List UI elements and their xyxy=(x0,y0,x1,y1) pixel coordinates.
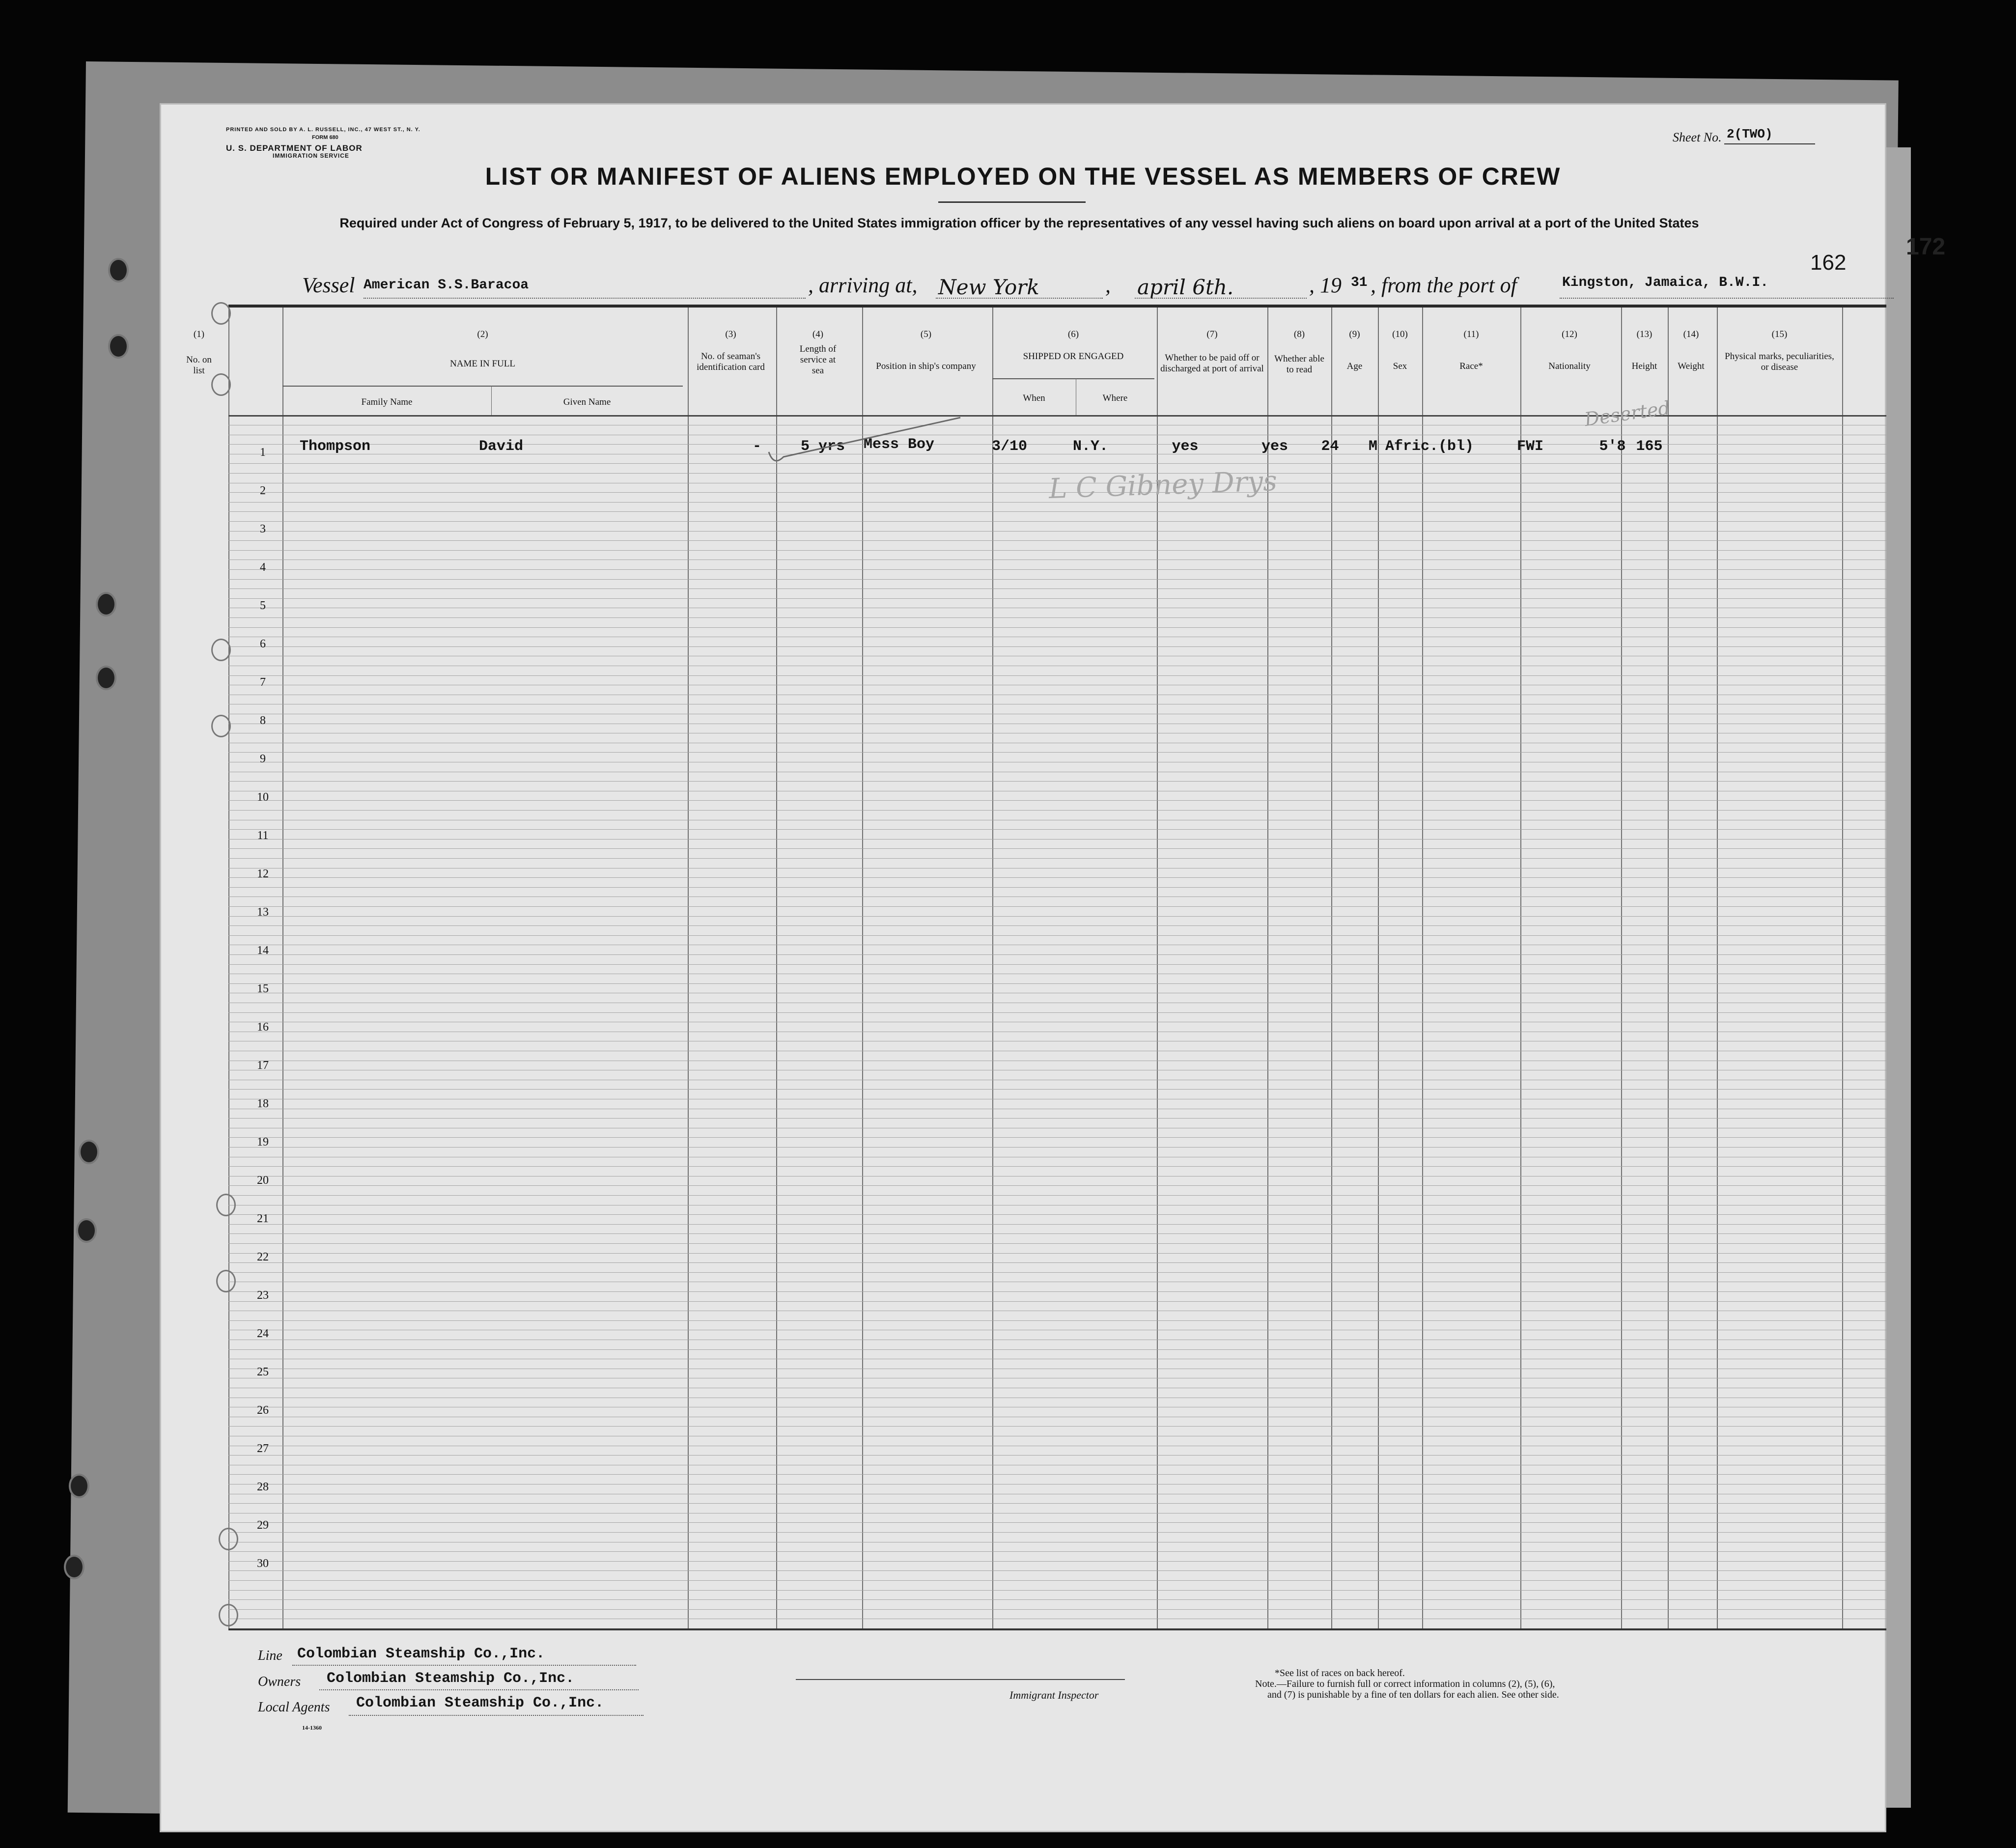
col8-num: (8) xyxy=(1293,329,1305,339)
column-rule xyxy=(282,308,283,1628)
row-rule xyxy=(228,810,1886,811)
row1-where: N.Y. xyxy=(1072,438,1108,455)
row-rule xyxy=(228,1214,1886,1215)
col1-header: No. on list xyxy=(186,355,212,376)
col2b-header: Given Name xyxy=(563,397,611,407)
row-rule xyxy=(228,598,1886,599)
row-number: 5 xyxy=(260,599,266,612)
row-rule xyxy=(228,1349,1886,1350)
row-rule xyxy=(228,1272,1886,1273)
row-rule xyxy=(228,858,1886,859)
footnote-line2: and (7) is punishable by a fine of ten dollars for each alien. See other side. xyxy=(1267,1689,1559,1700)
row1-weight: 165 xyxy=(1636,438,1663,455)
port-fill-line xyxy=(1560,297,1894,299)
row1-position: Mess Boy xyxy=(863,436,935,453)
row-rule xyxy=(228,1137,1886,1138)
row-number: 22 xyxy=(257,1251,269,1263)
ring-hole xyxy=(211,302,231,325)
footer-form-code: 14-1360 xyxy=(302,1724,322,1731)
row-rule xyxy=(228,1253,1886,1254)
row1-paid-off: yes xyxy=(1172,438,1199,455)
row-number: 21 xyxy=(257,1212,269,1225)
col6-num: (6) xyxy=(1067,329,1079,339)
table-top-rule xyxy=(228,305,1886,308)
edge-page-number: 172 xyxy=(1906,234,1946,260)
row-number: 25 xyxy=(257,1366,269,1378)
col15-num: (15) xyxy=(1771,329,1788,339)
column-rule xyxy=(1668,308,1669,1628)
row-rule xyxy=(228,579,1886,580)
col3-num: (3) xyxy=(725,329,736,339)
col5-num: (5) xyxy=(920,329,932,339)
row-rule xyxy=(228,1185,1886,1186)
sheet-number-value: 2(TWO) xyxy=(1727,127,1773,141)
column-rule xyxy=(1520,308,1521,1628)
row-rule xyxy=(228,1570,1886,1571)
vessel-label: Vessel xyxy=(302,273,355,297)
row-rule xyxy=(228,1455,1886,1456)
row-number: 20 xyxy=(257,1174,269,1187)
row1-family-name: Thompson xyxy=(300,438,371,455)
row-number: 2 xyxy=(260,484,266,497)
col4-header: Length of service at sea xyxy=(799,344,837,376)
row-rule xyxy=(228,906,1886,907)
row-rule xyxy=(228,829,1886,830)
col2-header: NAME IN FULL xyxy=(450,359,515,369)
title-rule xyxy=(938,201,1086,203)
column-rule xyxy=(862,308,863,1628)
punch-hole xyxy=(79,1140,99,1164)
col7-num: (7) xyxy=(1206,329,1218,339)
port-value: Kingston, Jamaica, B.W.I. xyxy=(1562,275,1769,290)
sheet-number-label: Sheet No. xyxy=(1673,130,1722,144)
row-rule xyxy=(228,1147,1886,1148)
punch-hole xyxy=(96,666,116,690)
column-rule xyxy=(228,308,229,1628)
row-rule xyxy=(228,954,1886,955)
row-number: 19 xyxy=(257,1136,269,1148)
year-label: , 19 xyxy=(1309,273,1342,297)
row-rule xyxy=(228,1118,1886,1119)
col9-num: (9) xyxy=(1349,329,1360,339)
row-rule xyxy=(228,1503,1886,1504)
header-sub-rule xyxy=(992,378,1154,379)
row-number: 10 xyxy=(257,791,269,804)
year-value: 31 xyxy=(1351,275,1368,290)
column-rule xyxy=(1842,308,1843,1628)
row-number: 24 xyxy=(257,1327,269,1340)
col12-header: Nationality xyxy=(1548,361,1591,371)
row-rule xyxy=(228,1224,1886,1225)
service-name: IMMIGRATION SERVICE xyxy=(273,152,349,159)
row-number: 29 xyxy=(257,1519,269,1532)
row-rule xyxy=(228,1426,1886,1427)
owners-value: Colombian Steamship Co.,Inc. xyxy=(327,1670,575,1687)
row-rule xyxy=(228,1262,1886,1263)
row-rule xyxy=(228,1089,1886,1090)
row-rule xyxy=(228,1551,1886,1552)
header-sub-rule xyxy=(282,386,683,387)
department-name: U. S. DEPARTMENT OF LABOR xyxy=(226,143,363,153)
ring-hole xyxy=(216,1194,236,1216)
ring-hole xyxy=(211,373,231,396)
row1-service: 5 yrs xyxy=(800,438,845,455)
row-rule xyxy=(228,896,1886,897)
row-rule xyxy=(228,1195,1886,1196)
row1-given-name: David xyxy=(479,438,524,455)
row-number: 11 xyxy=(257,829,269,842)
inspector-signature-line xyxy=(796,1679,1125,1680)
column-rule xyxy=(1422,308,1423,1628)
row-rule xyxy=(228,646,1886,647)
check-stroke xyxy=(621,413,975,472)
col6-header: SHIPPED OR ENGAGED xyxy=(1023,351,1124,362)
column-rule xyxy=(992,308,993,1628)
row-rule xyxy=(228,569,1886,570)
row-rule xyxy=(228,1522,1886,1523)
row-rule xyxy=(228,1301,1886,1302)
row-number: 3 xyxy=(260,523,266,535)
arrival-date: april 6th. xyxy=(1137,275,1234,299)
column-rule xyxy=(1621,308,1622,1628)
row-number: 18 xyxy=(257,1097,269,1110)
punch-hole xyxy=(64,1555,84,1579)
col6b-header: Where xyxy=(1102,393,1128,403)
owners-fill-line xyxy=(319,1689,639,1690)
column-rule xyxy=(1157,308,1158,1628)
row1-nationality: FWI xyxy=(1516,438,1543,455)
ring-hole xyxy=(219,1604,238,1626)
row1-read: yes xyxy=(1261,438,1288,455)
punch-hole xyxy=(96,592,116,616)
row-rule xyxy=(228,1474,1886,1475)
document-number: 162 xyxy=(1810,251,1847,275)
col11-num: (11) xyxy=(1463,329,1479,339)
manifest-sheet xyxy=(160,103,1886,1832)
col1-num: (1) xyxy=(193,329,205,339)
row-number: 23 xyxy=(257,1289,269,1302)
footnote-races: *See list of races on back hereof. xyxy=(1275,1668,1405,1679)
row-rule xyxy=(228,848,1886,849)
column-rule xyxy=(688,308,689,1628)
agents-value: Colombian Steamship Co.,Inc. xyxy=(356,1695,604,1711)
row-number: 9 xyxy=(260,753,266,765)
form-number: FORM 680 xyxy=(312,135,338,140)
row-rule xyxy=(228,839,1886,840)
agents-label: Local Agents xyxy=(258,1700,330,1715)
col9-header: Age xyxy=(1346,361,1363,371)
row-rule xyxy=(228,1233,1886,1234)
row1-sex: M xyxy=(1368,438,1377,455)
row-rule xyxy=(228,1590,1886,1591)
row1-height: 5'8 xyxy=(1599,438,1626,455)
row-rule xyxy=(228,463,1886,464)
column-rule xyxy=(1267,308,1268,1628)
row-number: 1 xyxy=(260,446,266,459)
arriving-fill-line xyxy=(936,297,1103,299)
line-value: Colombian Steamship Co.,Inc. xyxy=(297,1646,545,1662)
row-rule xyxy=(228,887,1886,888)
ring-hole xyxy=(219,1528,238,1550)
row-rule xyxy=(228,1561,1886,1562)
column-rule xyxy=(1378,308,1379,1628)
row-rule xyxy=(228,1320,1886,1321)
col10-header: Sex xyxy=(1393,361,1407,371)
row-number: 15 xyxy=(257,982,269,995)
footnote-line1: Note.—Failure to furnish full or correct information in columns (2), (5), (6), xyxy=(1255,1679,1555,1689)
row-rule xyxy=(228,877,1886,878)
col4-num: (4) xyxy=(812,329,824,339)
row-number: 14 xyxy=(257,944,269,957)
inspector-label: Immigrant Inspector xyxy=(1009,1689,1099,1701)
row-rule xyxy=(228,1243,1886,1244)
column-rule xyxy=(1717,308,1718,1628)
punch-hole xyxy=(69,1474,89,1498)
row1-race: Afric.(bl) xyxy=(1385,438,1474,455)
col2-num: (2) xyxy=(477,329,488,339)
ring-hole xyxy=(216,1270,236,1292)
col8-header: Whether able to read xyxy=(1274,354,1324,375)
row-rule xyxy=(228,1609,1886,1610)
row-rule xyxy=(228,531,1886,532)
row-number: 8 xyxy=(260,714,266,727)
owners-label: Owners xyxy=(258,1674,301,1689)
col2a-header: Family Name xyxy=(361,397,413,407)
row-number: 30 xyxy=(257,1557,269,1570)
row-rule xyxy=(228,1599,1886,1600)
row-number: 28 xyxy=(257,1481,269,1493)
row-rule xyxy=(228,781,1886,782)
vessel-value: American S.S.Baracoa xyxy=(364,278,529,293)
column-rule xyxy=(776,308,777,1628)
row-number: 4 xyxy=(260,561,266,574)
row-rule xyxy=(228,627,1886,628)
col5-header: Position in ship's company xyxy=(876,361,976,371)
row-number: 26 xyxy=(257,1404,269,1417)
comma: , xyxy=(1105,273,1111,297)
arriving-value: New York xyxy=(938,275,1039,299)
row-rule xyxy=(228,511,1886,512)
row-rule xyxy=(228,1291,1886,1292)
page-title: LIST OR MANIFEST OF ALIENS EMPLOYED ON THE VESSEL AS MEMBERS OF CREW xyxy=(485,163,1561,190)
row-number: 17 xyxy=(257,1059,269,1072)
line-label: Line xyxy=(258,1648,282,1663)
row-rule xyxy=(228,1012,1886,1013)
printer-line: PRINTED AND SOLD BY A. L. RUSSELL, INC., 47 WEST ST., N. Y. xyxy=(226,127,420,133)
row-rule xyxy=(228,752,1886,753)
row-rule xyxy=(228,521,1886,522)
line-fill-line xyxy=(292,1664,636,1666)
date-fill-line xyxy=(1135,297,1307,299)
row-number: 12 xyxy=(257,868,269,880)
row-rule xyxy=(228,925,1886,926)
column-rule xyxy=(1331,308,1332,1628)
row1-when: 3/10 xyxy=(991,438,1027,455)
ring-hole xyxy=(211,639,231,661)
requirement-text: Required under Act of Congress of February 5, 1917, to be delivered to the United States immigration officer by the representatives of any vessel having such aliens on board upon arrival at a port of the United States xyxy=(339,216,1699,230)
col14-header: Weight xyxy=(1678,361,1705,371)
port-label: , from the port of xyxy=(1371,273,1517,297)
ring-hole xyxy=(211,715,231,737)
col6a-header: When xyxy=(1023,393,1045,403)
handwritten-annotation: L C Gibney Drys xyxy=(1048,465,1278,505)
col3-header: No. of seaman's identification card xyxy=(697,351,765,372)
col12-num: (12) xyxy=(1562,329,1577,339)
col13-num: (13) xyxy=(1636,329,1652,339)
row-rule xyxy=(228,675,1886,676)
row-rule xyxy=(228,617,1886,618)
col14-num: (14) xyxy=(1683,329,1699,339)
col10-num: (10) xyxy=(1392,329,1408,339)
col15-header: Physical marks, peculiarities, or disease xyxy=(1725,351,1834,372)
row-rule xyxy=(228,540,1886,541)
arriving-label: , arriving at, xyxy=(808,273,918,297)
row-rule xyxy=(228,550,1886,551)
col7-header: Whether to be paid off or discharged at port of arrival xyxy=(1160,353,1264,374)
sheet-number-line xyxy=(1724,143,1815,144)
punch-hole xyxy=(108,334,129,359)
vessel-fill-line xyxy=(364,297,806,299)
row-rule xyxy=(228,1532,1886,1533)
row-rule xyxy=(228,983,1886,984)
row-number: 27 xyxy=(257,1442,269,1455)
row-number: 7 xyxy=(260,676,266,689)
agents-fill-line xyxy=(349,1714,644,1716)
row-rule xyxy=(228,1166,1886,1167)
handwritten-deserted: Deserted xyxy=(1583,397,1672,430)
row1-age: 24 xyxy=(1321,438,1339,455)
footer-rule xyxy=(228,1628,1886,1630)
row-rule xyxy=(228,935,1886,936)
col13-header: Height xyxy=(1631,361,1657,371)
row-rule xyxy=(228,964,1886,965)
col11-header: Race* xyxy=(1459,361,1483,371)
punch-hole xyxy=(76,1218,97,1243)
row-number: 16 xyxy=(257,1021,269,1034)
row-rule xyxy=(228,588,1886,589)
row-number: 6 xyxy=(260,638,266,650)
row-rule xyxy=(228,916,1886,917)
punch-hole xyxy=(108,258,129,282)
row-rule xyxy=(228,800,1886,801)
row-number: 13 xyxy=(257,906,269,919)
row-rule xyxy=(228,1580,1886,1581)
row1-card: - xyxy=(752,438,761,455)
